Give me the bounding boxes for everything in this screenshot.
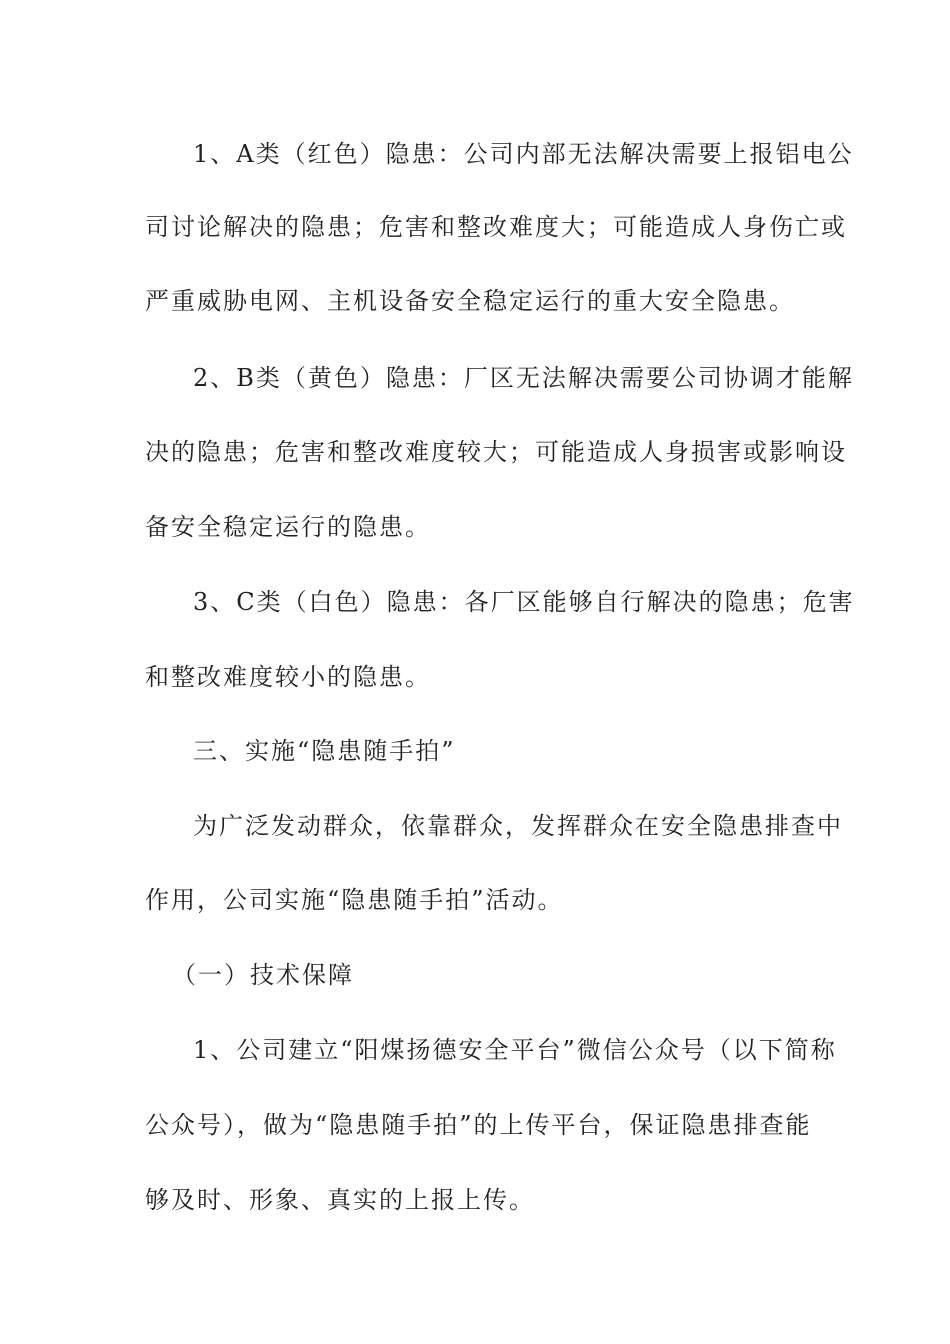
- text-line: 2、B类（黄色）隐患：厂区无法解决需要公司协调才能解: [193, 364, 854, 392]
- text-line: 公众号），做为“隐患随手拍”的上传平台，保证隐患排查能: [145, 1111, 812, 1139]
- text-line: 够及时、形象、真实的上报上传。: [145, 1186, 535, 1214]
- subsection-heading: （一）技术保障: [172, 961, 354, 989]
- text-line: 决的隐患；危害和整改难度较大；可能造成人身损害或影响设: [145, 438, 847, 466]
- text-line: 和整改难度较小的隐患。: [145, 663, 431, 691]
- text-line: 司讨论解决的隐患；危害和整改难度大；可能造成人身伤亡或: [145, 213, 847, 241]
- text-line: 作用，公司实施“隐患随手拍”活动。: [145, 886, 564, 914]
- text-line: 备安全稳定运行的隐患。: [145, 513, 431, 541]
- text-line: 1、A类（红色）隐患：公司内部无法解决需要上报铝电公: [193, 140, 854, 168]
- text-line: 3、C类（白色）隐患：各厂区能够自行解决的隐患；危害: [193, 588, 855, 616]
- text-line: 为广泛发动群众，依靠群众，发挥群众在安全隐患排查中: [193, 812, 843, 840]
- text-line: 1、公司建立“阳煤扬德安全平台”微信公众号（以下简称: [193, 1036, 837, 1064]
- text-line: 严重威胁电网、主机设备安全稳定运行的重大安全隐患。: [145, 287, 795, 315]
- section-heading: 三、实施“隐患随手拍”: [193, 737, 456, 765]
